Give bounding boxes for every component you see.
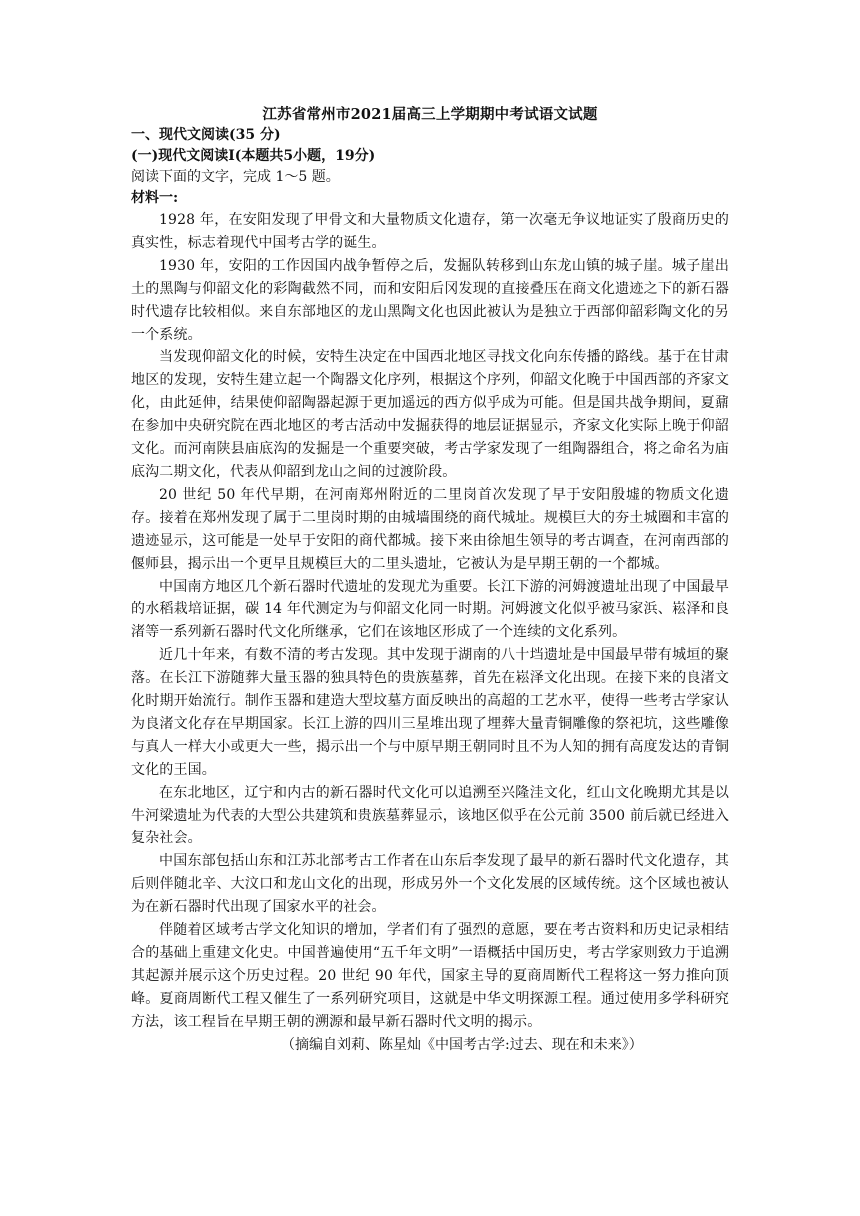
paragraph: 在东北地区，辽宁和内古的新石器时代文化可以追溯至兴隆洼文化，红山文化晚期尤其是以牛河梁遗址为代表的大型公共建筑和贵族墓葬显示，该地区似乎在公元前 3500 前后就已经进入复杂社会。	[131, 784, 729, 847]
document-title: 江苏省常州市2021届高三上学期期中考试语文试题	[262, 106, 598, 123]
paragraph: 1930 年，安阳的工作因国内战争暂停之后，发掘队转移到山东龙山镇的城子崖。城子崖出土的黑陶与仰韶文化的彩陶截然不同，而和安阳后冈发现的直接叠压在商文化遗迹之下的新石器时代遗存比较相似。来自东部地区的龙山黑陶文化也因此被认为是独立于西部仰韶彩陶文化的另一个系统。	[131, 257, 729, 343]
paragraph: 伴随着区域考古学文化知识的增加，学者们有了强烈的意愿，要在考古资料和历史记录相结合的基础上重建文化史。中国普遍使用“五千年文明”一语概括中国历史，考古学家则致力于追溯其起源并展示这个历史过程。20 世纪 90 年代，国家主导的夏商周断代工程将这一努力推向顶峰。夏商周断代工程又催生了一系列研究项目，这就是中华文明探源工程。通过使用多学科研究方法，该工程旨在早期王朝的溯源和最早新石器时代文明的揭示。	[131, 922, 729, 1030]
paragraph: 近几十年来，有数不清的考古发现。其中发现于湖南的八十垱遗址是中国最早带有城垣的聚落。在长江下游随葬大量玉器的独具特色的贵族墓葬，首先在崧泽文化出现。在接下来的良渚文化时期开始流行。制作玉器和建造大型坟墓方面反映出的高超的工艺水平，使得一些考古学家认为良渚文化存在早期国家。长江上游的四川三星堆出现了埋葬大量青铜雕像的祭祀坑，这些雕像与真人一样大小或更大一些，揭示出一个与中原早期王朝同时且不为人知的拥有高度发达的青铜文化的王国。	[131, 647, 729, 778]
article-body	[131, 209, 729, 1034]
paragraph: 当发现仰韶文化的时候，安特生决定在中国西北地区寻找文化向东传播的路线。基于在甘肃地区的发现，安特生建立起一个陶器文化序列，根据这个序列，仰韶文化晚于中国西部的齐家文化，由此延伸，结果使仰韶陶器起源于更加遥远的西方似乎成为可能。但是国共战争期间，夏鼐在参加中央研究院在西北地区的考古活动中发掘获得的地层证据显示，齐家文化实际上晚于仰韶文化。而河南陕县庙底沟的发掘是一个重要突破，考古学家发现了一组陶器组合，将之命名为庙底沟二期文化，代表从仰韶到龙山之间的过渡阶段。	[131, 349, 729, 480]
paragraph: 中国南方地区几个新石器时代遗址的发现尤为重要。长江下游的河姆渡遗址出现了中国最早的水稻栽培证据，碳 14 年代测定为与仰韶文化同一时期。河姆渡文化似乎被马家浜、崧泽和良渚等一系列新石器时代文化所继承，它们在该地区形成了一个连续的文化系列。	[131, 578, 729, 641]
paragraph: 1928 年，在安阳发现了甲骨文和大量物质文化遗存，第一次毫无争议地证实了殷商历史的真实性，标志着现代中国考古学的诞生。	[131, 212, 729, 251]
reading-instruction: 阅读下面的文字，完成 1～5 题。	[131, 169, 340, 185]
paragraph: 中国东部包括山东和江苏北部考古工作者在山东后李发现了最早的新石器时代文化遗存，其后则伴随北辛、大汶口和龙山文化的出现，形成另外一个文化发展的区域传统。这个区域也被认为在新石器时代出现了国家水平的社会。	[131, 853, 729, 916]
section-heading: 一、现代文阅读(35 分)	[131, 127, 281, 143]
exam-page	[131, 104, 729, 1057]
subsection-heading: (一)现代文阅读Ⅰ(本题共5小题，19分)	[131, 148, 376, 164]
material-label: 材料一:	[131, 190, 179, 206]
paragraph: 20 世纪 50 年代早期，在河南郑州附近的二里岗首次发现了早于安阳殷墟的物质文化遗存。接着在郑州发现了属于二里岗时期的由城墙围绕的商代城址。规模巨大的夯土城圈和丰富的遗迹显示，这可能是一处早于安阳的商代都城。接下来由徐旭生领导的考古调查，在河南西部的偃师县，揭示出一个更早且规模巨大的二里头遗址，它被认为是早期王朝的一个都城。	[131, 486, 729, 572]
source-citation: （摘编自刘莉、陈星灿《中国考古学:过去、现在和未来》）	[281, 1036, 643, 1053]
